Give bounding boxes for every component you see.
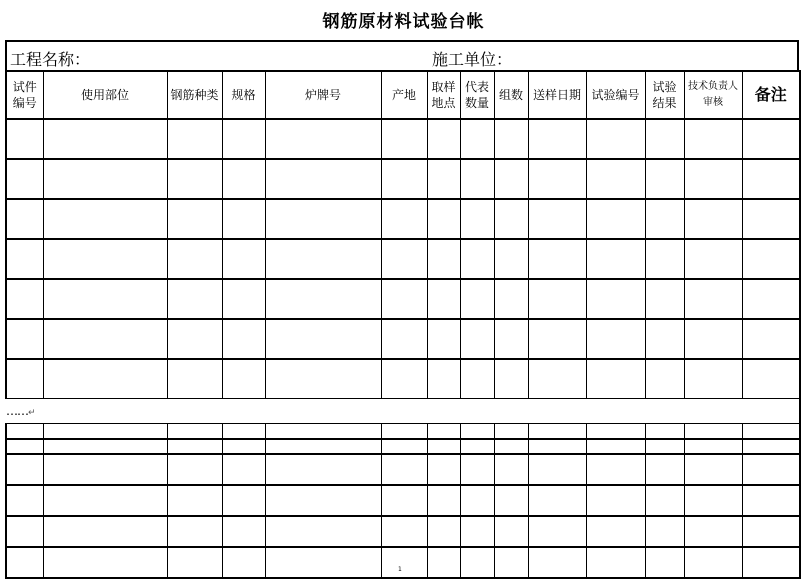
table-cell — [265, 279, 381, 319]
table-row — [6, 239, 800, 279]
table-cell — [528, 159, 586, 199]
table-cell — [645, 359, 684, 399]
table-cell — [427, 359, 460, 399]
table-cell — [742, 547, 800, 578]
table-cell — [460, 424, 494, 455]
table-cell — [167, 279, 222, 319]
table-cell — [381, 359, 427, 399]
table-cell — [645, 119, 684, 159]
header-cell: 试验 结果 — [645, 71, 684, 119]
table-cell — [222, 119, 265, 159]
table-cell — [586, 359, 645, 399]
table-cell — [528, 279, 586, 319]
header-cell: 产地 — [381, 71, 427, 119]
table-cell — [586, 119, 645, 159]
table-cell — [381, 454, 427, 485]
table-cell — [265, 516, 381, 547]
ledger-form — [5, 40, 799, 440]
table-cell — [528, 239, 586, 279]
table-cell — [265, 485, 381, 516]
header-row — [6, 71, 800, 119]
table-cell — [460, 199, 494, 239]
table-cell — [265, 199, 381, 239]
table-cell — [222, 547, 265, 578]
table-cell — [167, 319, 222, 359]
header-cell: 备注 — [742, 71, 800, 119]
table-cell — [742, 424, 800, 455]
table-cell — [381, 159, 427, 199]
table-cell — [43, 454, 167, 485]
table-cell — [43, 424, 167, 455]
table-row — [6, 424, 800, 455]
table-cell — [460, 454, 494, 485]
table-cell — [460, 319, 494, 359]
table-cell — [222, 454, 265, 485]
table-cell — [167, 516, 222, 547]
table-cell — [684, 424, 742, 455]
table-cell — [586, 199, 645, 239]
table-cell — [494, 454, 528, 485]
table-cell — [742, 119, 800, 159]
table-cell — [6, 319, 43, 359]
table-cell — [684, 199, 742, 239]
table-cell — [381, 516, 427, 547]
table-cell — [265, 424, 381, 455]
table-cell — [427, 424, 460, 455]
table-cell — [528, 199, 586, 239]
table-cell — [586, 239, 645, 279]
table-cell — [494, 199, 528, 239]
table-cell — [265, 119, 381, 159]
table-cell — [460, 485, 494, 516]
table-cell — [684, 119, 742, 159]
table-cell — [167, 239, 222, 279]
table-cell — [586, 159, 645, 199]
table-cell — [586, 516, 645, 547]
table-cell — [167, 119, 222, 159]
table-cell — [381, 319, 427, 359]
table-cell — [494, 239, 528, 279]
table-cell — [427, 547, 460, 578]
table-cell — [6, 199, 43, 239]
table-cell — [43, 516, 167, 547]
table-cell — [460, 547, 494, 578]
table-cell — [6, 279, 43, 319]
table-cell — [742, 485, 800, 516]
table-cell — [381, 119, 427, 159]
table-cell — [645, 199, 684, 239]
info-row — [5, 40, 799, 70]
table-cell — [43, 485, 167, 516]
table-cell — [43, 279, 167, 319]
table-cell — [167, 547, 222, 578]
table-cell — [381, 424, 427, 455]
table-cell — [265, 159, 381, 199]
table-cell — [586, 547, 645, 578]
table-cell — [43, 159, 167, 199]
project-name-label: 工程名称： — [10, 50, 91, 69]
page-number: 1 — [398, 566, 402, 573]
table-cell — [684, 485, 742, 516]
table-cell — [684, 239, 742, 279]
table-cell — [265, 547, 381, 578]
table-cell — [167, 424, 222, 455]
table-cell — [6, 547, 43, 578]
table-cell — [742, 159, 800, 199]
header-cell: 规格 — [222, 71, 265, 119]
table-cell — [167, 199, 222, 239]
table-cell — [427, 319, 460, 359]
table-cell — [742, 279, 800, 319]
table-row — [6, 547, 800, 578]
table-cell — [222, 159, 265, 199]
table-cell — [427, 516, 460, 547]
table-cell — [528, 424, 586, 455]
table-cell — [43, 319, 167, 359]
table-cell — [684, 454, 742, 485]
table-cell — [645, 516, 684, 547]
table-cell — [460, 359, 494, 399]
table-cell — [222, 516, 265, 547]
table-cell — [6, 119, 43, 159]
table-cell — [645, 279, 684, 319]
table-cell — [684, 516, 742, 547]
table-cell — [6, 424, 43, 455]
table-cell — [460, 159, 494, 199]
table-cell — [222, 239, 265, 279]
table-cell — [494, 547, 528, 578]
table-cell — [6, 359, 43, 399]
table-cell — [222, 279, 265, 319]
table-cell — [6, 239, 43, 279]
header-cell: 炉牌号 — [265, 71, 381, 119]
header-cell: 试件 编号 — [6, 71, 43, 119]
table-cell — [528, 454, 586, 485]
table-cell — [742, 199, 800, 239]
table-cell — [167, 359, 222, 399]
table-cell — [586, 319, 645, 359]
table-cell — [742, 319, 800, 359]
table-row — [6, 279, 800, 319]
table-cell — [645, 159, 684, 199]
table-cell — [494, 485, 528, 516]
table-cell — [645, 239, 684, 279]
table-cell — [528, 319, 586, 359]
table-cell — [427, 119, 460, 159]
table-cell — [494, 359, 528, 399]
header-cell: 技术负责人 审核 — [684, 71, 742, 119]
header-cell: 组数 — [494, 71, 528, 119]
table-cell — [167, 454, 222, 485]
table-cell — [684, 547, 742, 578]
table-cell — [645, 319, 684, 359]
header-cell: 取样 地点 — [427, 71, 460, 119]
table-cell — [460, 516, 494, 547]
header-cell: 送样日期 — [528, 71, 586, 119]
table-cell — [6, 516, 43, 547]
document-title: 钢筋原材料试验台帐 — [322, 12, 485, 32]
table-cell — [460, 119, 494, 159]
table-cell — [684, 159, 742, 199]
table-cell — [427, 159, 460, 199]
table-cell — [684, 319, 742, 359]
table-cell — [222, 359, 265, 399]
table-cell — [43, 199, 167, 239]
table-cell — [265, 239, 381, 279]
table-cell — [684, 359, 742, 399]
table-cell — [381, 279, 427, 319]
table-cell — [645, 454, 684, 485]
table-cell — [265, 319, 381, 359]
table-cell — [460, 239, 494, 279]
table-cell — [460, 279, 494, 319]
table-cell — [6, 159, 43, 199]
table-cell — [742, 516, 800, 547]
table-cell — [167, 485, 222, 516]
table-cell — [528, 485, 586, 516]
table-cell — [494, 516, 528, 547]
table-cell — [427, 199, 460, 239]
table-cell — [494, 424, 528, 455]
header-cell: 使用部位 — [43, 71, 167, 119]
table-row — [6, 319, 800, 359]
table-cell — [427, 485, 460, 516]
ledger-table-continued — [5, 423, 801, 579]
table-cell — [6, 454, 43, 485]
table-cell — [586, 454, 645, 485]
table-cell — [6, 485, 43, 516]
table-cell — [586, 424, 645, 455]
table-cell — [586, 279, 645, 319]
table-cell — [427, 454, 460, 485]
upper-table-body — [6, 119, 800, 439]
table-row — [6, 159, 800, 199]
lower-table-body — [6, 424, 800, 579]
table-cell — [494, 319, 528, 359]
table-cell — [528, 359, 586, 399]
table-cell — [265, 359, 381, 399]
table-cell — [381, 239, 427, 279]
table-cell — [43, 239, 167, 279]
table-cell — [381, 547, 427, 578]
table-cell — [167, 159, 222, 199]
construction-unit-label: 施工单位： — [432, 50, 513, 69]
table-cell — [222, 424, 265, 455]
table-cell — [222, 485, 265, 516]
table-cell — [645, 547, 684, 578]
table-cell — [427, 279, 460, 319]
table-cell — [528, 516, 586, 547]
table-cell — [645, 424, 684, 455]
table-cell — [528, 547, 586, 578]
table-cell — [222, 199, 265, 239]
header-cell: 代表 数量 — [460, 71, 494, 119]
table-cell — [43, 119, 167, 159]
table-cell — [494, 119, 528, 159]
table-cell — [265, 454, 381, 485]
table-row — [6, 454, 800, 485]
table-cell — [222, 319, 265, 359]
return-mark: ↵ — [28, 408, 35, 418]
ledger-table — [5, 70, 801, 440]
table-cell — [742, 239, 800, 279]
page-break-gap — [5, 399, 799, 423]
table-cell — [381, 485, 427, 516]
table-cell — [494, 159, 528, 199]
table-row — [6, 359, 800, 399]
table-row — [6, 119, 800, 159]
ledger-table-lower — [5, 423, 801, 579]
table-cell — [684, 279, 742, 319]
continuation-ellipsis: ……↵ — [6, 404, 35, 418]
table-cell — [381, 199, 427, 239]
table-cell — [494, 279, 528, 319]
table-cell — [742, 454, 800, 485]
table-cell — [427, 239, 460, 279]
table-cell — [742, 359, 800, 399]
table-cell — [43, 359, 167, 399]
table-cell — [43, 547, 167, 578]
header-cell: 钢筋种类 — [167, 71, 222, 119]
table-cell — [645, 485, 684, 516]
table-cell — [586, 485, 645, 516]
table-cell — [528, 119, 586, 159]
table-row — [6, 516, 800, 547]
table-row — [6, 199, 800, 239]
header-cell: 试验编号 — [586, 71, 645, 119]
table-row — [6, 485, 800, 516]
